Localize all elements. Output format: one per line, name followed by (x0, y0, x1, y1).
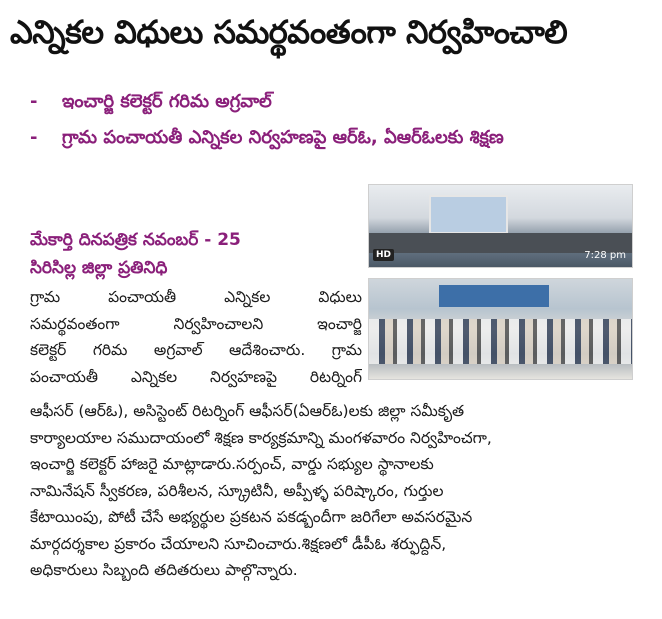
bullet-item (30, 120, 590, 156)
body-line: ఇంచార్జి కలెక్టర్ హాజరై మాట్లాడారు.సర్పంచ్, వార్డు సభ్యుల స్థానాలకు (30, 455, 434, 473)
body-line: కార్యాలయాల సముదాయంలో శిక్షణ కార్యక్రమాన్ని మంగళవారం నిర్వహించగా, (30, 428, 492, 447)
subheadline-bullets (30, 84, 590, 156)
hd-badge: HD (373, 249, 394, 261)
bullet-text: గ్రామ పంచాయతీ ఎన్నికల నిర్వహణపై ఆర్ఓ, ఏఆర్ఓలకు శిక్షణ (62, 127, 504, 148)
body-line: అధికారులు సిబ్బంది తదితరులు పాల్గొన్నారు. (30, 561, 298, 579)
article-body-narrow (30, 284, 362, 390)
body-line: మార్గదర్శకాల ప్రకారం చేయాలని సూచించారు.శిక్షణలో డీపీఓ శర్ఫుద్దిన్, (30, 534, 447, 553)
bullet-text: ఇంచార్జి కలెక్టర్ గరిమ అగ్రవాల్ (62, 91, 272, 112)
article-body-wide (30, 398, 632, 584)
body-line: ఆఫీసర్ (ఆర్ఓ), అసిస్టెంట్ రిటర్నింగ్ ఆఫీసర్(ఏఆర్ఓ)లకు జిల్లా సమీకృత (30, 402, 465, 420)
dateline-source: మేకార్తి దినపత్రిక నవంబర్ - 25 (30, 230, 241, 250)
audience-crowd (369, 319, 632, 364)
body-line: కలెక్టర్ గరిమ అగ్రవాల్ ఆదేశించారు. గ్రామ (30, 341, 362, 359)
body-line: నామినేషన్ స్వీకరణ, పరిశీలన, స్క్రూటినీ, అప్పీళ్ళ పరిష్కారం, గుర్తుల (30, 481, 444, 500)
article-headline: ఎన్నికల విధులు సమర్థవంతంగా నిర్వహించాలి (10, 13, 568, 51)
meeting-photo-top (368, 184, 633, 268)
body-line: గ్రామ పంచాయతీ ఎన్నికల విధులు (30, 288, 362, 306)
dateline (30, 226, 360, 282)
bullet-dash: - (30, 91, 38, 112)
photo-timestamp: 7:28 pm (584, 250, 626, 261)
body-line: కేటాయింపు, పోటీ చేసే అభ్యర్థుల ప్రకటన పకడ్బందీగా జరిగేలా అవసరమైన (30, 508, 473, 526)
body-line: సమర్థవంతంగా నిర్వహించాలని ఇంచార్జి (30, 314, 362, 333)
bullet-dash: - (30, 127, 38, 148)
body-line: పంచాయతీ ఎన్నికల నిర్వహణపై రిటర్నింగ్ (30, 367, 362, 386)
projector-screen (429, 195, 508, 234)
dateline-location: సిరిసిల్ల జిల్లా ప్రతినిధి (30, 258, 168, 278)
bullet-item (30, 84, 590, 120)
hall-banner (439, 285, 549, 307)
meeting-photo-audience (368, 278, 633, 380)
